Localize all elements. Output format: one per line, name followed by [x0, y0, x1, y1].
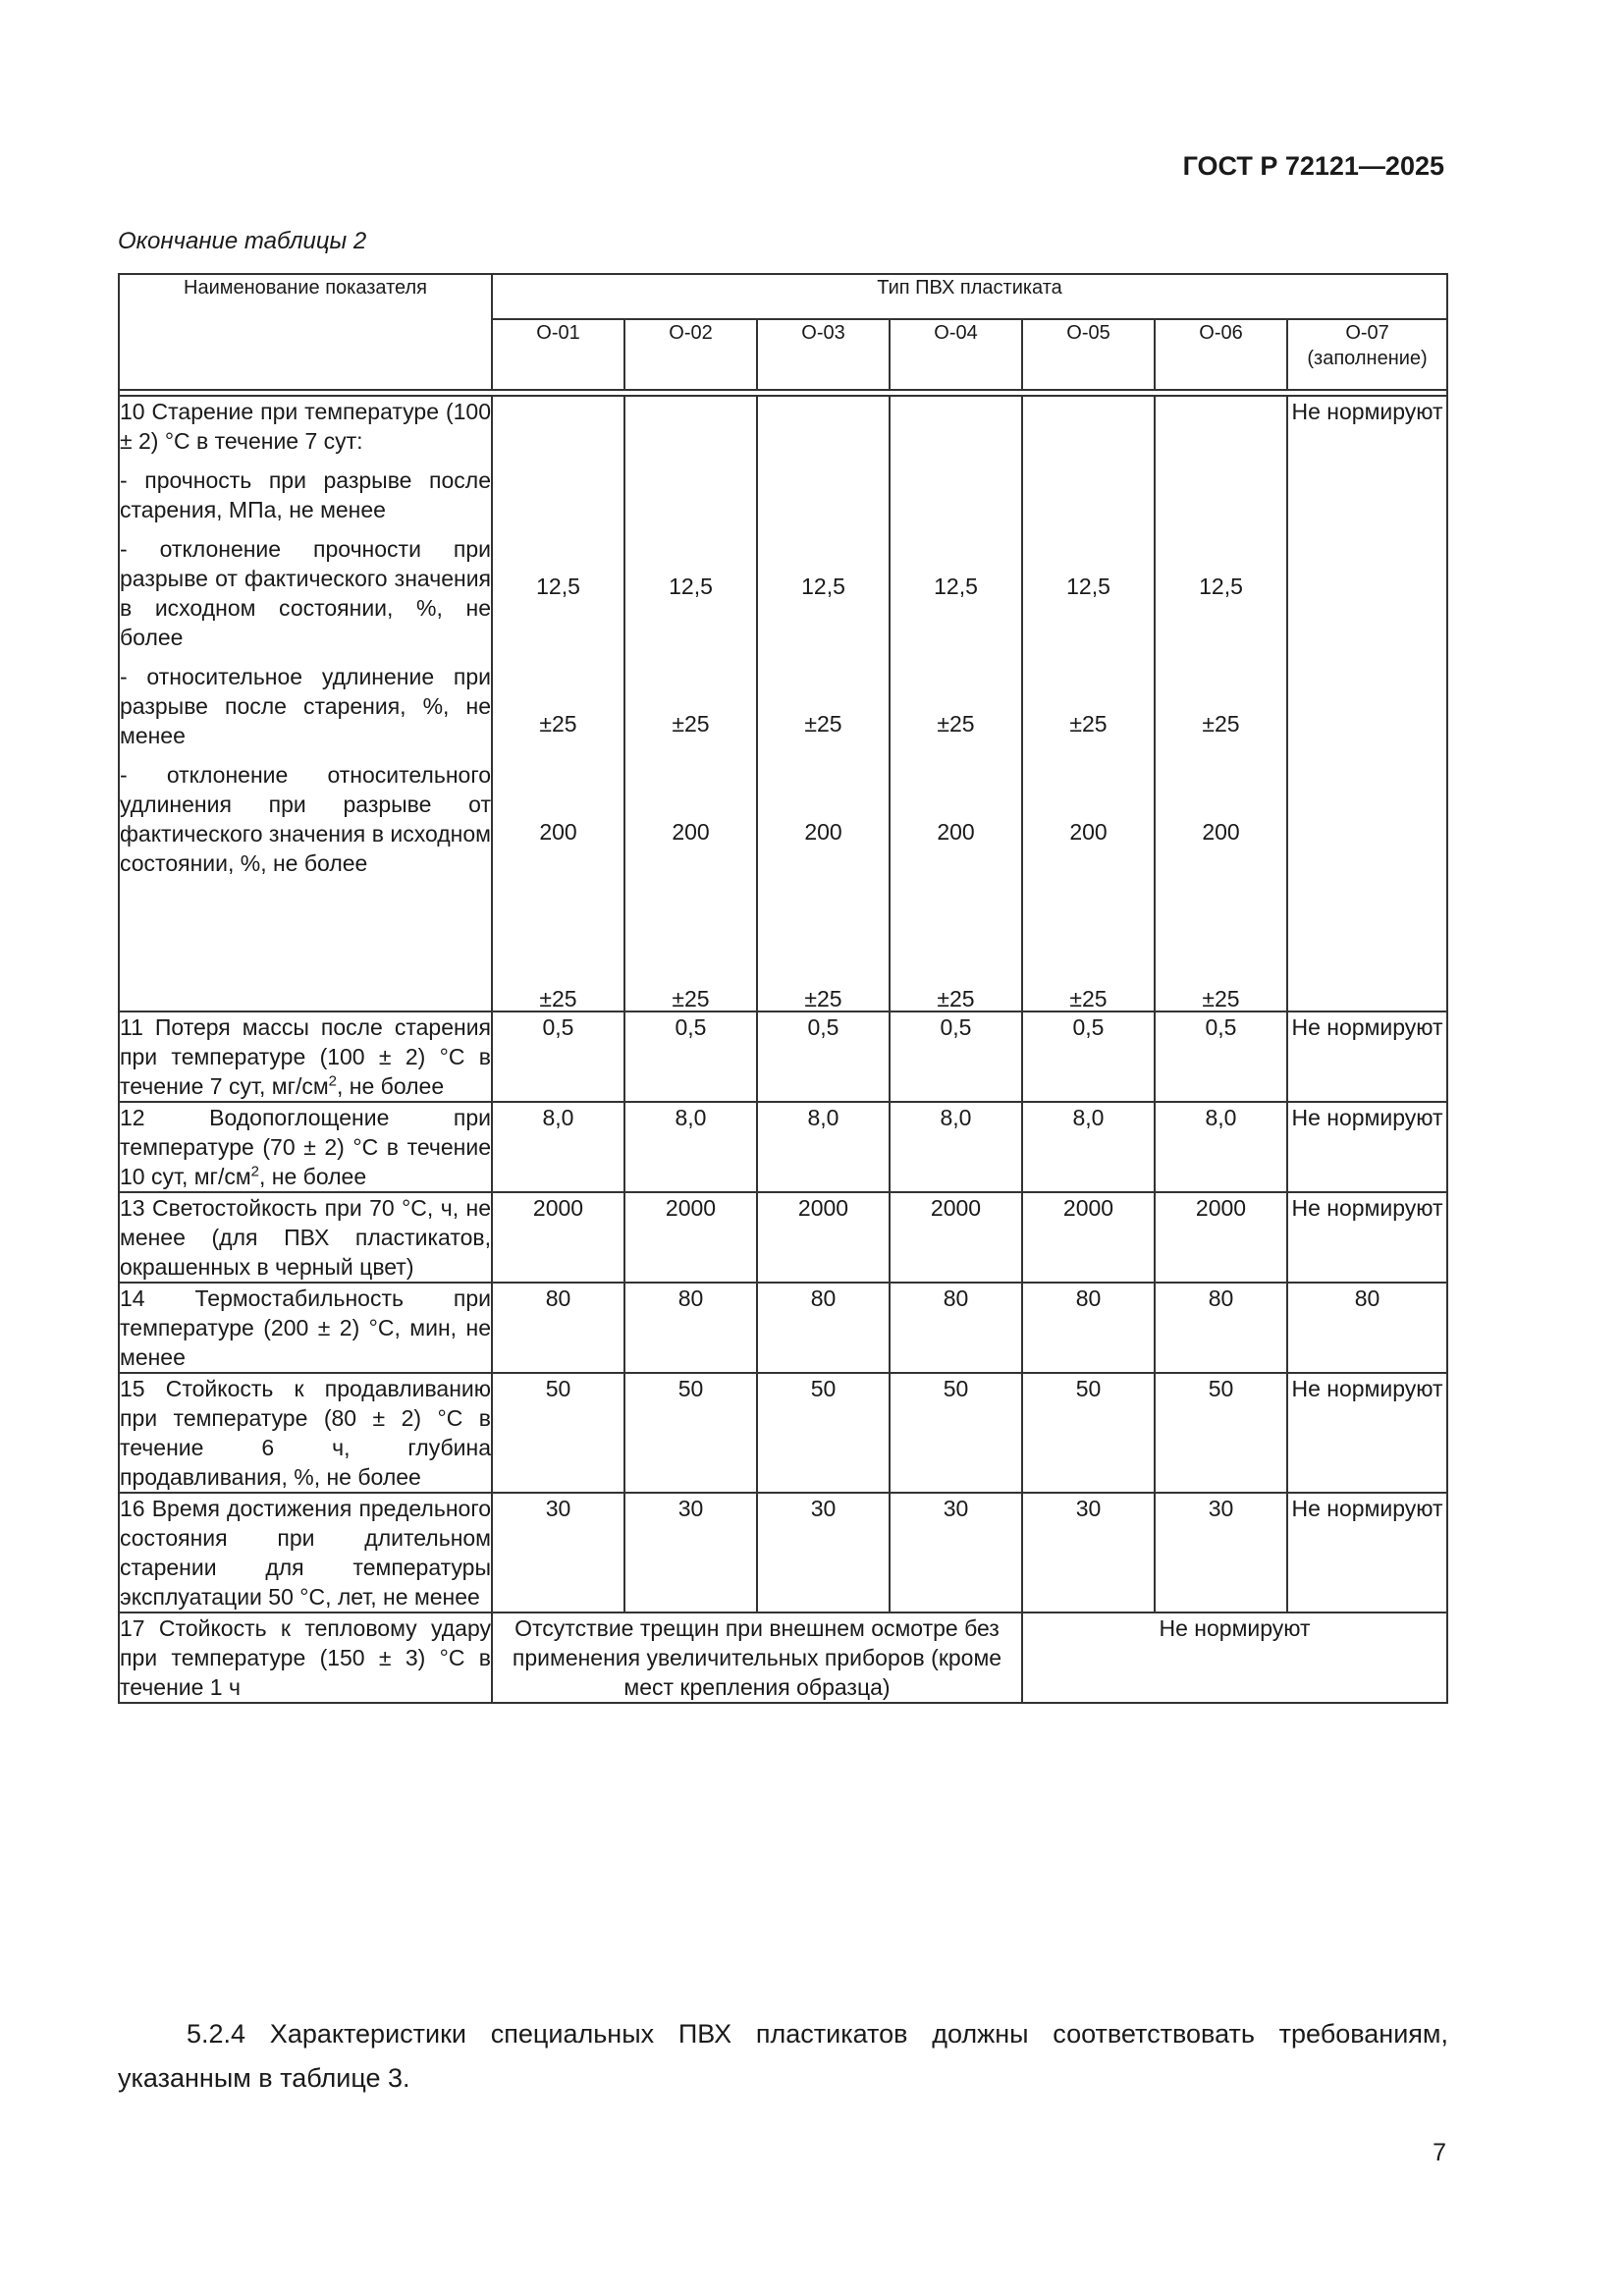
cell-value-o07: Не нормируют [1287, 1011, 1447, 1102]
cell-value: 200 [937, 819, 975, 845]
row-name: 13 Светостойкость при 70 °С, ч, не менее (для ПВХ пластикатов, окрашенных в черный цвет) [119, 1192, 492, 1283]
row-name-text-end: , не более [259, 1164, 367, 1189]
table-row [119, 1011, 1447, 1102]
row-name [119, 1011, 492, 1102]
row-subitem: - прочность при разрыве после старения, МПа, не менее [120, 467, 491, 522]
cell-value: 2000 [890, 1192, 1022, 1283]
cell-value: 0,5 [757, 1011, 890, 1102]
table-row [119, 1102, 1447, 1192]
row-name: 15 Стойкость к продавливанию при температуре (80 ± 2) °С в течение 6 ч, глубина продавливания, %, не более [119, 1373, 492, 1493]
col-header-type: Тип ПВХ пластиката [492, 274, 1447, 319]
cell-value: 30 [1022, 1493, 1155, 1613]
cell-value: ±25 [804, 986, 842, 1011]
col-header-name: Наименование показателя [119, 274, 492, 390]
cell-value-merged: Отсутствие трещин при внешнем осмотре без применения увеличительных приборов (кроме мест крепления образца) [492, 1613, 1022, 1703]
cell-value-o07: Не нормируют [1287, 396, 1447, 1011]
table-row [119, 1613, 1447, 1703]
cell-value: 50 [890, 1373, 1022, 1493]
table-row [119, 1493, 1447, 1613]
col-header-o07 [1287, 319, 1447, 390]
cell-value-o07: Не нормируют [1287, 1192, 1447, 1283]
cell-value: 80 [624, 1283, 757, 1373]
cell-value: ±25 [539, 711, 577, 737]
cell-value: 2000 [624, 1192, 757, 1283]
cell-value: ±25 [1069, 986, 1108, 1011]
cell-value: ±25 [1202, 986, 1240, 1011]
cell-value: 80 [890, 1283, 1022, 1373]
table-row [119, 1192, 1447, 1283]
col-header-o04: О-04 [890, 319, 1022, 390]
row-name-text: 12 Водопоглощение при температуре (70 ± 2) °С в течение 10 сут, мг/см [120, 1105, 491, 1189]
cell-value: 8,0 [757, 1102, 890, 1192]
page-number: 7 [1433, 2139, 1446, 2166]
cell-value: 200 [672, 819, 710, 845]
cell-value: 12,5 [801, 574, 845, 599]
row-name-text-end: , не более [337, 1073, 445, 1099]
cell-value: 80 [492, 1283, 624, 1373]
row-name [119, 1102, 492, 1192]
cell-value: 8,0 [1022, 1102, 1155, 1192]
specs-table [118, 273, 1448, 1704]
row-subitem: - относительное удлинение при разрыве после старения, %, не менее [120, 664, 491, 748]
cell-value: 12,5 [669, 574, 713, 599]
cell-value: 200 [1202, 819, 1240, 845]
body-paragraph: 5.2.4 Характеристики специальных ПВХ пластикатов должны соответствовать требованиям, указанным в таблице 3. [118, 2019, 1448, 2093]
cell-value: 12,5 [934, 574, 978, 599]
cell-value: 0,5 [624, 1011, 757, 1102]
cell-value: ±25 [804, 711, 842, 737]
cell-value: 2000 [492, 1192, 624, 1283]
cell-value: 30 [624, 1493, 757, 1613]
row-name [119, 396, 492, 1011]
cell-value: ±25 [937, 986, 975, 1011]
col-header-o06: О-06 [1155, 319, 1287, 390]
cell-value: 0,5 [492, 1011, 624, 1102]
row-name-text: 11 Потеря массы после старения при температуре (100 ± 2) °С в течение 7 сут, мг/см [120, 1014, 491, 1099]
cell-value: 0,5 [890, 1011, 1022, 1102]
cell-value: 200 [1069, 819, 1108, 845]
cell-value: 2000 [757, 1192, 890, 1283]
row-name: 17 Стойкость к тепловому удару при температуре (150 ± 3) °С в течение 1 ч [119, 1613, 492, 1703]
cell-value: 80 [757, 1283, 890, 1373]
table-row [119, 1283, 1447, 1373]
document-number: ГОСТ Р 72121—2025 [1182, 151, 1444, 181]
cell-value: 12,5 [1066, 574, 1110, 599]
cell-value: 0,5 [1022, 1011, 1155, 1102]
cell-value-o07: Не нормируют [1287, 1373, 1447, 1493]
cell-value: 50 [492, 1373, 624, 1493]
superscript: 2 [328, 1072, 338, 1090]
cell-value-merged: Не нормируют [1022, 1613, 1447, 1703]
row-subitem: - отклонение прочности при разрыве от фактического значения в исходном состоянии, %, не более [120, 536, 491, 650]
cell-value: ±25 [1202, 711, 1240, 737]
cell-value-o07: Не нормируют [1287, 1102, 1447, 1192]
table-caption: Окончание таблицы 2 [118, 228, 367, 254]
col-header-o03: О-03 [757, 319, 890, 390]
cell-value: 50 [757, 1373, 890, 1493]
cell-value: 2000 [1022, 1192, 1155, 1283]
cell-value-o07: 80 [1287, 1283, 1447, 1373]
table-row [119, 1373, 1447, 1493]
cell-value: 30 [492, 1493, 624, 1613]
cell-value: ±25 [937, 711, 975, 737]
cell-value: 8,0 [492, 1102, 624, 1192]
cell-value: 2000 [1155, 1192, 1287, 1283]
cell-value: ±25 [539, 986, 577, 1011]
cell-value: 12,5 [536, 574, 580, 599]
col-header-o02: О-02 [624, 319, 757, 390]
cell-value: 200 [804, 819, 842, 845]
cell-value: 30 [757, 1493, 890, 1613]
cell-value: 8,0 [890, 1102, 1022, 1192]
cell-value: ±25 [1069, 711, 1108, 737]
cell-value: ±25 [672, 711, 710, 737]
col-header-o07-name: О-07 [1345, 322, 1389, 344]
row-name: 14 Термостабильность при температуре (200 ± 2) °С, мин, не менее [119, 1283, 492, 1373]
cell-value: 50 [624, 1373, 757, 1493]
row-subitem: - отклонение относительного удлинения при разрыве от фактического значения в исходном состоянии, %, не более [120, 762, 491, 876]
col-header-o07-note: (заполнение) [1307, 348, 1428, 369]
cell-value: 8,0 [624, 1102, 757, 1192]
cell-value: 30 [1155, 1493, 1287, 1613]
cell-value-o07: Не нормируют [1287, 1493, 1447, 1613]
col-header-o01: О-01 [492, 319, 624, 390]
row-title: 10 Старение при температуре (100 ± 2) °С в течение 7 сут: [120, 399, 491, 454]
cell-value: 12,5 [1199, 574, 1243, 599]
col-header-o05: О-05 [1022, 319, 1155, 390]
cell-value: 30 [890, 1493, 1022, 1613]
cell-value: 0,5 [1155, 1011, 1287, 1102]
cell-value: 50 [1022, 1373, 1155, 1493]
cell-value: 50 [1155, 1373, 1287, 1493]
cell-value: 80 [1155, 1283, 1287, 1373]
cell-value: ±25 [672, 986, 710, 1011]
cell-value: 80 [1022, 1283, 1155, 1373]
table-row [119, 396, 1447, 1011]
cell-value: 8,0 [1155, 1102, 1287, 1192]
superscript: 2 [250, 1163, 259, 1180]
cell-value: 200 [539, 819, 577, 845]
row-name: 16 Время достижения предельного состояния при длительном старении для температуры эксплуатации 50 °С, лет, не менее [119, 1493, 492, 1613]
